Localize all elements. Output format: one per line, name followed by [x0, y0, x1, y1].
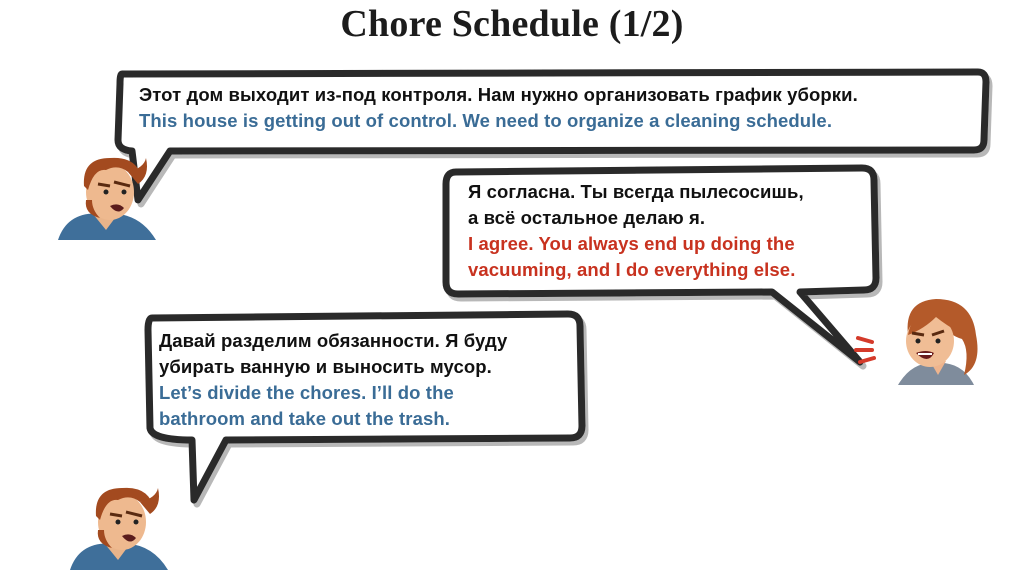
bubble-3-english-line-1: Let’s divide the chores. I’ll do the	[159, 382, 454, 403]
bubble-2-text	[468, 179, 868, 283]
bubble-3-russian-line-2: убирать ванную и выносить мусор.	[159, 356, 492, 377]
bubble-3-russian-line-1: Давай разделим обязанности. Я буду	[159, 330, 508, 351]
bubble-1-text	[139, 82, 979, 134]
page-title: Chore Schedule (1/2)	[340, 3, 684, 45]
bubble-2-russian-line-1: Я согласна. Ты всегда пылесосишь,	[468, 181, 804, 202]
bubble-1-russian: Этот дом выходит из-под контроля. Нам нужно организовать график уборки.	[139, 84, 858, 105]
bubble-2-english-line-1: I agree. You always end up doing the	[468, 233, 795, 254]
angry-man-icon	[58, 150, 158, 240]
bubble-3-text	[159, 328, 579, 432]
bubble-2-english-line-2: vacuuming, and I do everything else.	[468, 259, 796, 280]
angry-man-icon	[70, 480, 170, 570]
bubble-3-english-line-2: bathroom and take out the trash.	[159, 408, 451, 429]
bubble-1-english: This house is getting out of control. We need to organize a cleaning schedule.	[139, 110, 833, 131]
bubble-2-russian-line-2: а всё остальное делаю я.	[468, 207, 706, 228]
angry-woman-icon	[878, 295, 982, 385]
